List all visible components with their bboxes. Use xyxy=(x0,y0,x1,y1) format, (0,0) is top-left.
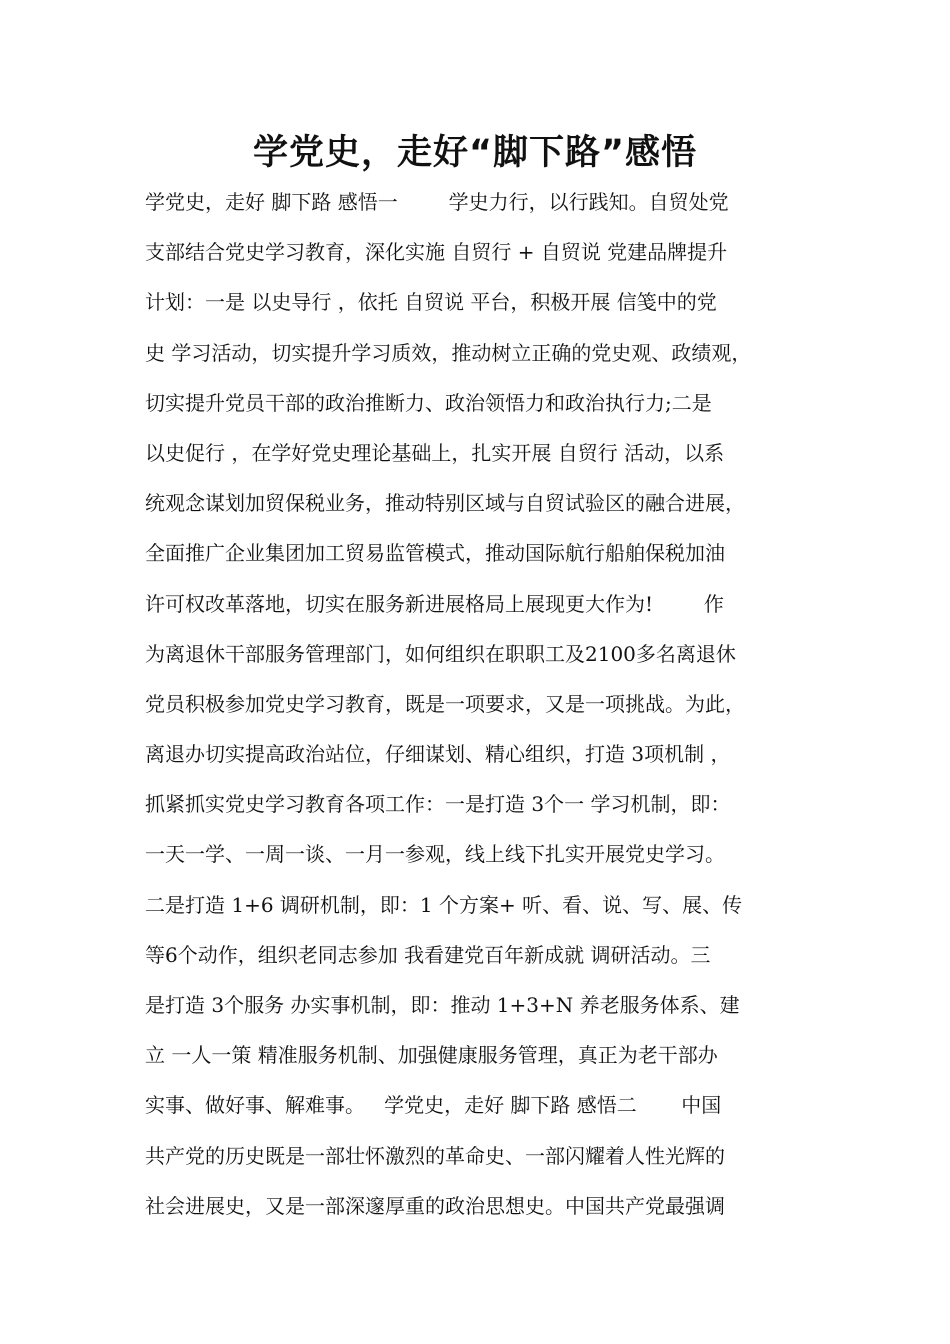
body-line: 学党史，走好 脚下路 感悟一 学史力行，以行践知。自贸处党 xyxy=(145,190,729,214)
body-line: 史 学习活动，切实提升学习质效，推动树立正确的党史观、政绩观， xyxy=(145,340,752,365)
body-line: 支部结合党史学习教育，深化实施 自贸行 + 自贸说 党建品牌提升 xyxy=(145,240,728,265)
document-title: 学党史，走好“脚下路”感悟 xyxy=(252,133,697,173)
body-line: 一天一学、一周一谈、一月一参观，线上线下扎实开展党史学习。 xyxy=(145,842,725,867)
body-line: 是打造 3个服务 办实事机制，即：推动 1+3+N 养老服务体系、建 xyxy=(145,993,740,1017)
body-line: 许可权改革落地，切实在服务新进展格局上展现更大作为! 作 xyxy=(145,591,724,616)
body-line: 共产党的历史既是一部壮怀激烈的革命史、一部闪耀着人性光辉的 xyxy=(145,1143,725,1168)
body-line: 计划：一是 以史导行 ，依托 自贸说 平台，积极开展 信笺中的党 xyxy=(145,290,717,315)
body-line: 二是打造 1+6 调研机制，即：1 个方案+ 听、看、说、写、展、传 xyxy=(145,892,743,917)
body-line: 统观念谋划加贸保税业务，推动特别区域与自贸试验区的融合进展， xyxy=(145,491,745,516)
body-line: 实事、做好事、解难事。 学党史，走好 脚下路 感悟二 中国 xyxy=(145,1093,722,1118)
body-line: 以史促行 ，在学好党史理论基础上，扎实开展 自贸行 活动，以系 xyxy=(145,440,725,465)
body-line: 抓紧抓实党史学习教育各项工作：一是打造 3个一 学习机制，即： xyxy=(145,792,731,817)
body-line: 立 一人一策 精准服务机制、加强健康服务管理，真正为老干部办 xyxy=(145,1043,718,1068)
body-line: 为离退休干部服务管理部门，如何组织在职职工及2100多名离退休 xyxy=(145,641,736,666)
body-line: 离退办切实提高政治站位，仔细谋划、精心组织，打造 3项机制 ， xyxy=(145,742,731,767)
body-line: 切实提升党员干部的政治推断力、政治领悟力和政治执行力;二是 xyxy=(145,390,712,415)
body-line: 社会进展史，又是一部深邃厚重的政治思想史。中国共产党最强调 xyxy=(145,1193,725,1218)
document-body xyxy=(145,177,825,1231)
body-line: 党员积极参加党史学习教育，既是一项要求，又是一项挑战。为此， xyxy=(145,691,745,716)
body-line: 等6个动作，组织老同志参加 我看建党百年新成就 调研活动。三 xyxy=(145,942,711,967)
body-line: 全面推广企业集团加工贸易监管模式，推动国际航行船舶保税加油 xyxy=(145,541,725,566)
